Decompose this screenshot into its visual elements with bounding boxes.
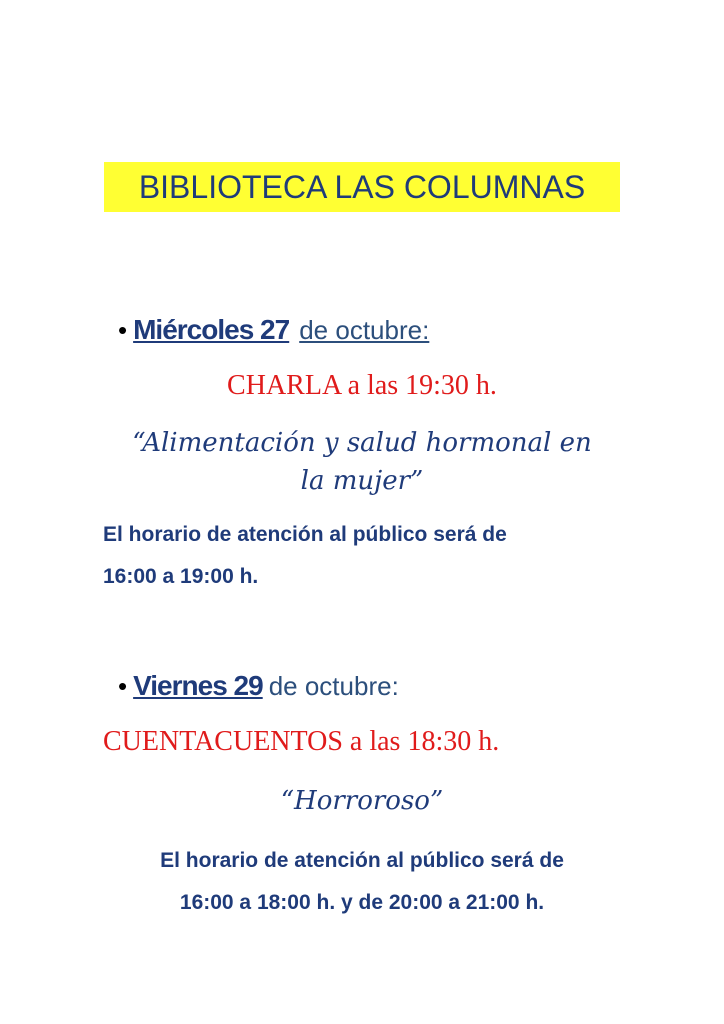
event-1-month: de octubre: bbox=[299, 315, 430, 345]
event-2-day: Viernes 29 bbox=[133, 670, 263, 701]
bullet-icon: • bbox=[118, 671, 128, 701]
event-1-day: Miércoles 27 bbox=[133, 314, 290, 345]
event-2-talk-title: “Horroroso” bbox=[280, 786, 444, 816]
event-2-hours-line1: El horario de atención al público será de bbox=[160, 849, 564, 872]
event-1-heading bbox=[118, 310, 429, 355]
page-title: BIBLIOTECA LAS COLUMNAS bbox=[104, 162, 620, 212]
event-2-hours-line2: 16:00 a 18:00 h. y de 20:00 a 21:00 h. bbox=[179, 891, 545, 914]
event-1-hours-line2: 16:00 a 19:00 h. bbox=[103, 565, 259, 588]
event-1-activity: CHARLA a las 19:30 h. bbox=[227, 370, 497, 401]
bullet-icon: • bbox=[118, 315, 128, 345]
event-2-heading bbox=[118, 666, 399, 711]
event-1-hours-line1: El horario de atención al público será de bbox=[103, 523, 507, 546]
event-2-activity: CUENTACUENTOS a las 18:30 h. bbox=[103, 726, 500, 757]
event-1-talk-title: “Alimentación y salud hormonal en la mujer” bbox=[132, 428, 592, 496]
event-2-month: de octubre: bbox=[268, 671, 399, 701]
